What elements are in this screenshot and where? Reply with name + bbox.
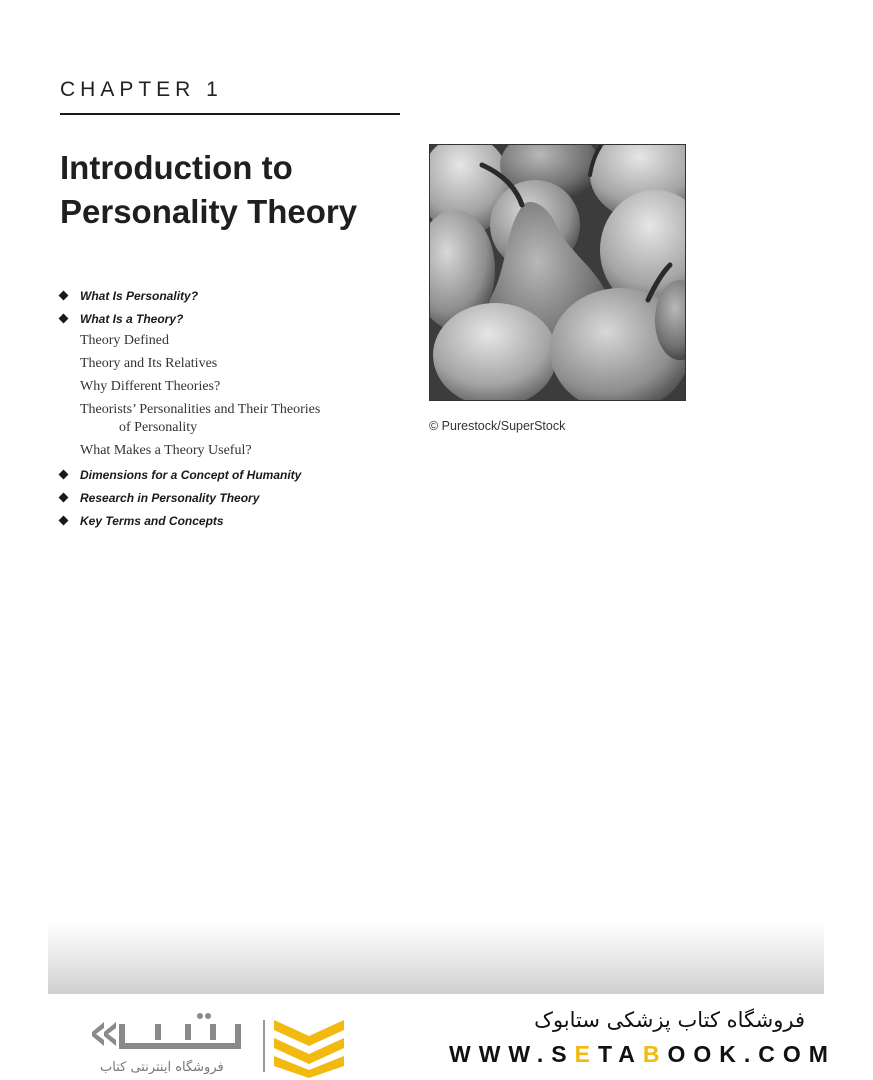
toc-subitem-label: What Makes a Theory Useful? (80, 443, 252, 458)
toc-subitem-label: Theory and Its Relatives (80, 356, 218, 371)
toc-subitem-label: Theory Defined (80, 333, 170, 348)
store-url-highlight: E (574, 1041, 598, 1067)
pears-photo (429, 144, 686, 401)
diamond-bullet-icon (59, 493, 69, 503)
store-url-part: TA (597, 1041, 643, 1067)
toc-item[interactable] (60, 286, 400, 309)
toc-subitem[interactable] (60, 378, 400, 396)
toc-subitem[interactable] (60, 401, 400, 437)
diamond-bullet-icon (59, 291, 69, 301)
toc-item-label: Research in Personality Theory (80, 491, 260, 505)
chapter-title (60, 146, 420, 234)
toc-subitem[interactable] (60, 332, 400, 350)
toc-subitem-label: Theorists’ Personalities and Their Theories (80, 402, 321, 417)
footer-shade (48, 920, 824, 994)
toc-item[interactable] (60, 465, 400, 488)
chapter-title-line-1: Introduction to (60, 149, 293, 186)
diamond-bullet-icon (59, 516, 69, 526)
book-stack-icon (270, 1016, 348, 1078)
store-url-part: OOK.COM (667, 1041, 836, 1067)
logo-subtitle: فروشگاه اینترنتی کتاب (100, 1060, 224, 1075)
store-url-part: WWW.S (449, 1041, 575, 1067)
pears-illustration (430, 145, 685, 400)
chapter-title-line-2: Personality Theory (60, 193, 358, 230)
store-name: فروشگاه کتاب پزشکی ستابوک (534, 1008, 805, 1032)
toc-item[interactable] (60, 309, 400, 332)
toc-item-label: What Is Personality? (80, 289, 199, 303)
toc-subitem[interactable] (60, 442, 400, 460)
toc-item[interactable] (60, 511, 400, 534)
logo-divider (263, 1020, 265, 1072)
store-url-highlight: B (642, 1041, 668, 1067)
diamond-bullet-icon (59, 470, 69, 480)
diamond-bullet-icon (59, 314, 69, 324)
chapter-outline (60, 286, 400, 534)
toc-subitem[interactable] (60, 355, 400, 373)
toc-subitem-label: Why Different Theories? (80, 379, 221, 394)
toc-item[interactable] (60, 488, 400, 511)
chapter-label: CHAPTER 1 (60, 78, 223, 101)
toc-subitem-label-continued: of Personality (119, 420, 198, 435)
store-url[interactable] (449, 1041, 836, 1068)
toc-item-label: Key Terms and Concepts (80, 514, 224, 528)
photo-credit: © Purestock/SuperStock (429, 419, 566, 433)
toc-item-label: What Is a Theory? (80, 312, 184, 326)
chapter-rule (60, 113, 400, 115)
toc-item-label: Dimensions for a Concept of Humanity (80, 468, 302, 482)
